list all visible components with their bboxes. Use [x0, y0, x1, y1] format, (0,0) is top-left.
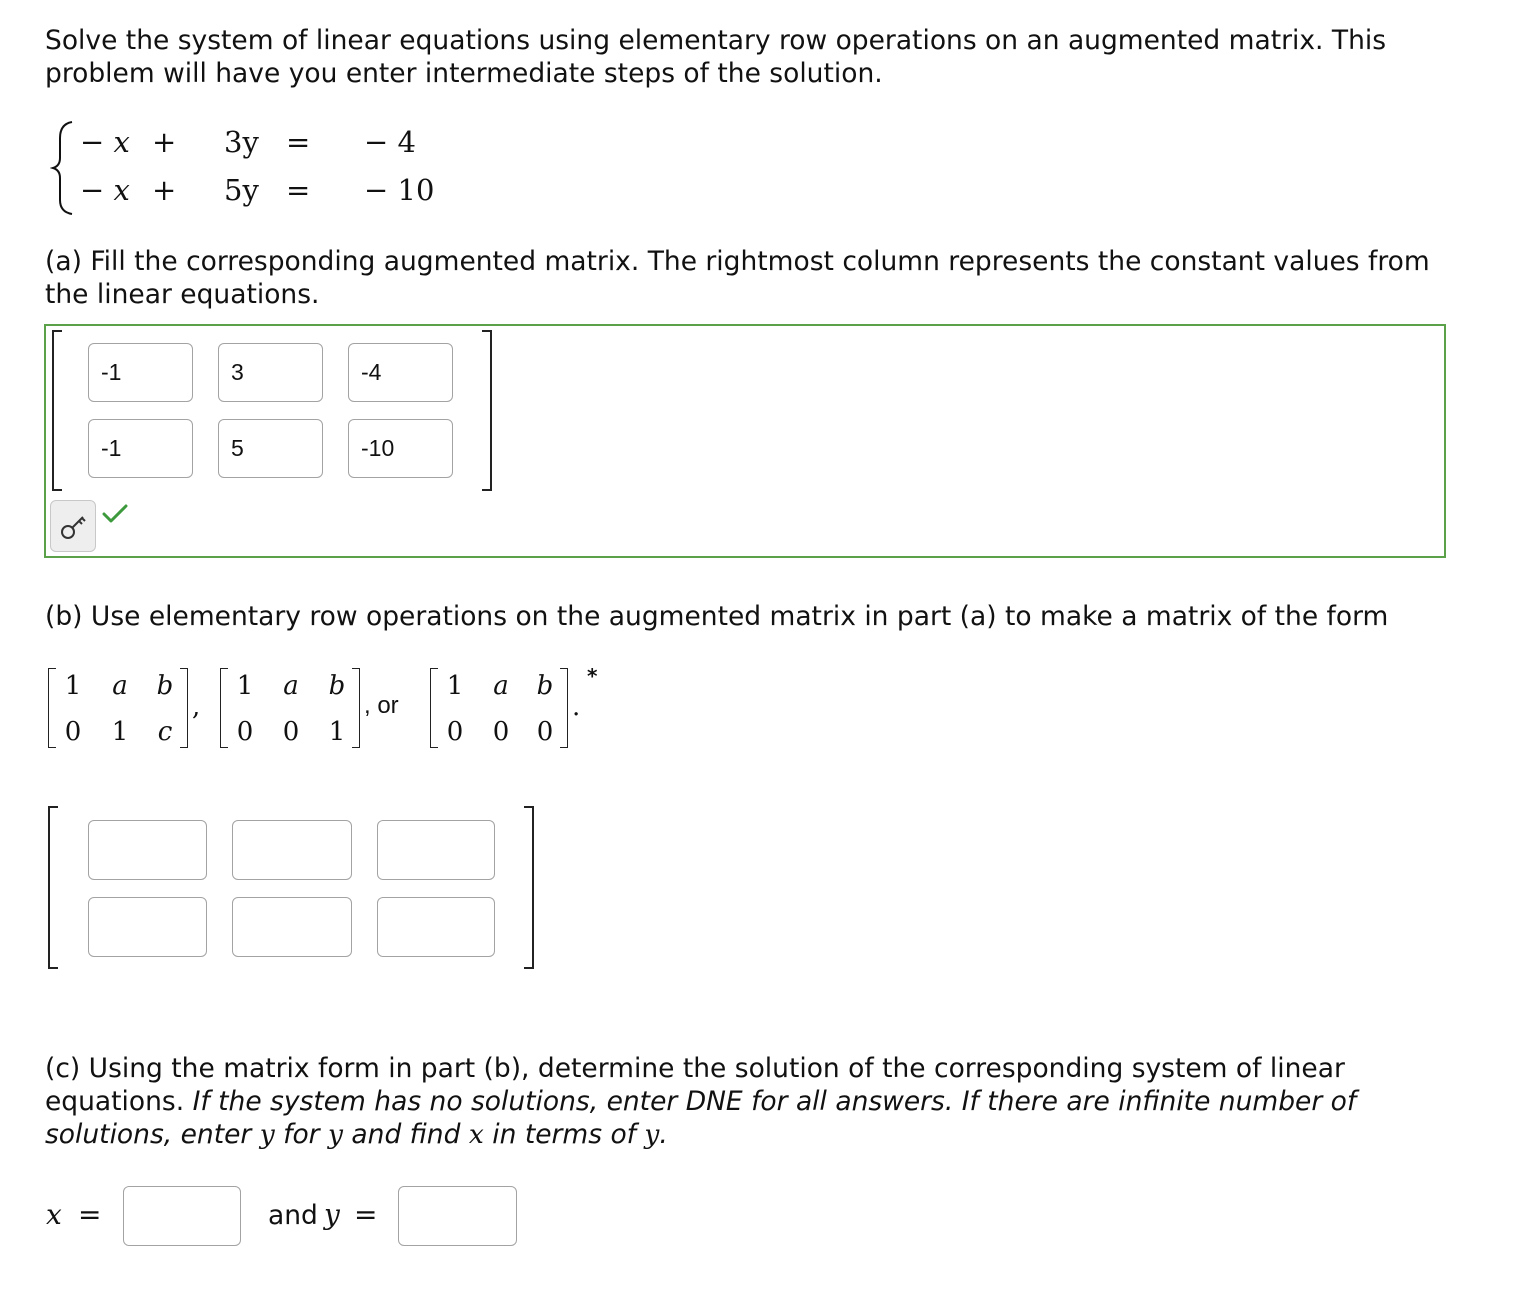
matrix-a-cell-r2c2[interactable]: [218, 419, 323, 478]
form1-r2c2: 1: [111, 717, 129, 747]
eq1-y-term: 3y: [224, 125, 259, 159]
eq1-op: +: [152, 125, 177, 159]
form1-r1c2: a: [112, 671, 128, 701]
eq1-equals: =: [286, 125, 311, 159]
form3-left-bracket: [430, 668, 438, 748]
eq1-x-term: − x: [80, 125, 130, 159]
part-a-line-2: the linear equations.: [45, 279, 320, 310]
part-c-line-2: equations. If the system has no solutions, enter DNE for all answers. If there are infinite number of: [45, 1086, 1357, 1117]
form2-separator: , or: [364, 692, 399, 719]
form1-r1c3: b: [156, 671, 174, 701]
form2-r2c1: 0: [236, 717, 254, 747]
part-c-line-3: solutions, enter y for y and find x in terms of y.: [45, 1119, 668, 1150]
part-b-line-1: (b) Use elementary row operations on the augmented matrix in part (a) to make a matrix of the form: [45, 601, 1389, 632]
y-label: y: [324, 1198, 340, 1231]
form3-r2c2: 0: [492, 717, 510, 747]
required-asterisk: *: [587, 664, 598, 688]
matrix-b-left-bracket: [48, 806, 58, 969]
form1-r1c1: 1: [64, 671, 82, 701]
form1-r2c3: c: [157, 717, 173, 747]
part-a-line-1: (a) Fill the corresponding augmented matrix. The rightmost column represents the constant values from: [45, 246, 1430, 277]
eq2-equals: =: [286, 173, 311, 207]
matrix-b-cell-r1c2[interactable]: [232, 820, 352, 880]
eq2-x-term: − x: [80, 173, 130, 207]
form2-r1c1: 1: [236, 671, 254, 701]
eq2-op: +: [152, 173, 177, 207]
form2-r1c2: a: [283, 671, 299, 701]
part-c-line-1: (c) Using the matrix form in part (b), determine the solution of the corresponding system of linear: [45, 1053, 1345, 1084]
matrix-b-cell-r2c3[interactable]: [377, 897, 495, 957]
matrix-a-cell-r2c1[interactable]: [88, 419, 193, 478]
y-answer-input[interactable]: [398, 1186, 517, 1246]
form3-r1c2: a: [493, 671, 509, 701]
matrix-a-cell-r1c2[interactable]: [218, 343, 323, 402]
form3-r1c3: b: [536, 671, 554, 701]
equation-system: [50, 118, 450, 218]
matrix-a-right-bracket: [482, 330, 492, 491]
matrix-b-cell-r2c2[interactable]: [232, 897, 352, 957]
form3-r2c3: 0: [536, 717, 554, 747]
matrix-b-cell-r2c1[interactable]: [88, 897, 207, 957]
and-label: and: [268, 1200, 318, 1231]
form2-r2c3: 1: [328, 717, 346, 747]
form3-r1c1: 1: [446, 671, 464, 701]
left-brace: [50, 120, 76, 216]
y-equals: =: [354, 1198, 378, 1231]
form3-right-bracket: [560, 668, 568, 748]
matrix-forms: [48, 664, 608, 754]
form1-left-bracket: [48, 668, 56, 748]
form2-left-bracket: [220, 668, 228, 748]
matrix-b-right-bracket: [524, 806, 534, 969]
form2-r2c2: 0: [282, 717, 300, 747]
form2-right-bracket: [352, 668, 360, 748]
x-answer-input[interactable]: [123, 1186, 241, 1246]
x-label: x: [46, 1198, 62, 1231]
matrix-b-cell-r1c1[interactable]: [88, 820, 207, 880]
intro-line-2: problem will have you enter intermediate steps of the solution.: [45, 58, 883, 89]
form1-r2c1: 0: [64, 717, 82, 747]
eq2-rhs: − 10: [364, 173, 435, 207]
check-icon: [101, 503, 129, 525]
matrix-a-left-bracket: [52, 330, 62, 491]
form1-separator: ,: [192, 692, 201, 722]
key-button[interactable]: [50, 500, 96, 552]
x-equals: =: [78, 1198, 102, 1231]
form1-right-bracket: [180, 668, 188, 748]
form3-r2c1: 0: [446, 717, 464, 747]
form3-separator: .: [572, 692, 581, 722]
matrix-a-cell-r2c3[interactable]: [348, 419, 453, 478]
eq2-y-term: 5y: [224, 173, 259, 207]
matrix-b-cell-r1c3[interactable]: [377, 820, 495, 880]
matrix-a-cell-r1c3[interactable]: [348, 343, 453, 402]
intro-line-1: Solve the system of linear equations using elementary row operations on an augmented matrix. This: [45, 25, 1387, 56]
matrix-a-cell-r1c1[interactable]: [88, 343, 193, 402]
key-icon: [51, 501, 97, 553]
eq1-rhs: − 4: [364, 125, 416, 159]
form2-r1c3: b: [328, 671, 346, 701]
